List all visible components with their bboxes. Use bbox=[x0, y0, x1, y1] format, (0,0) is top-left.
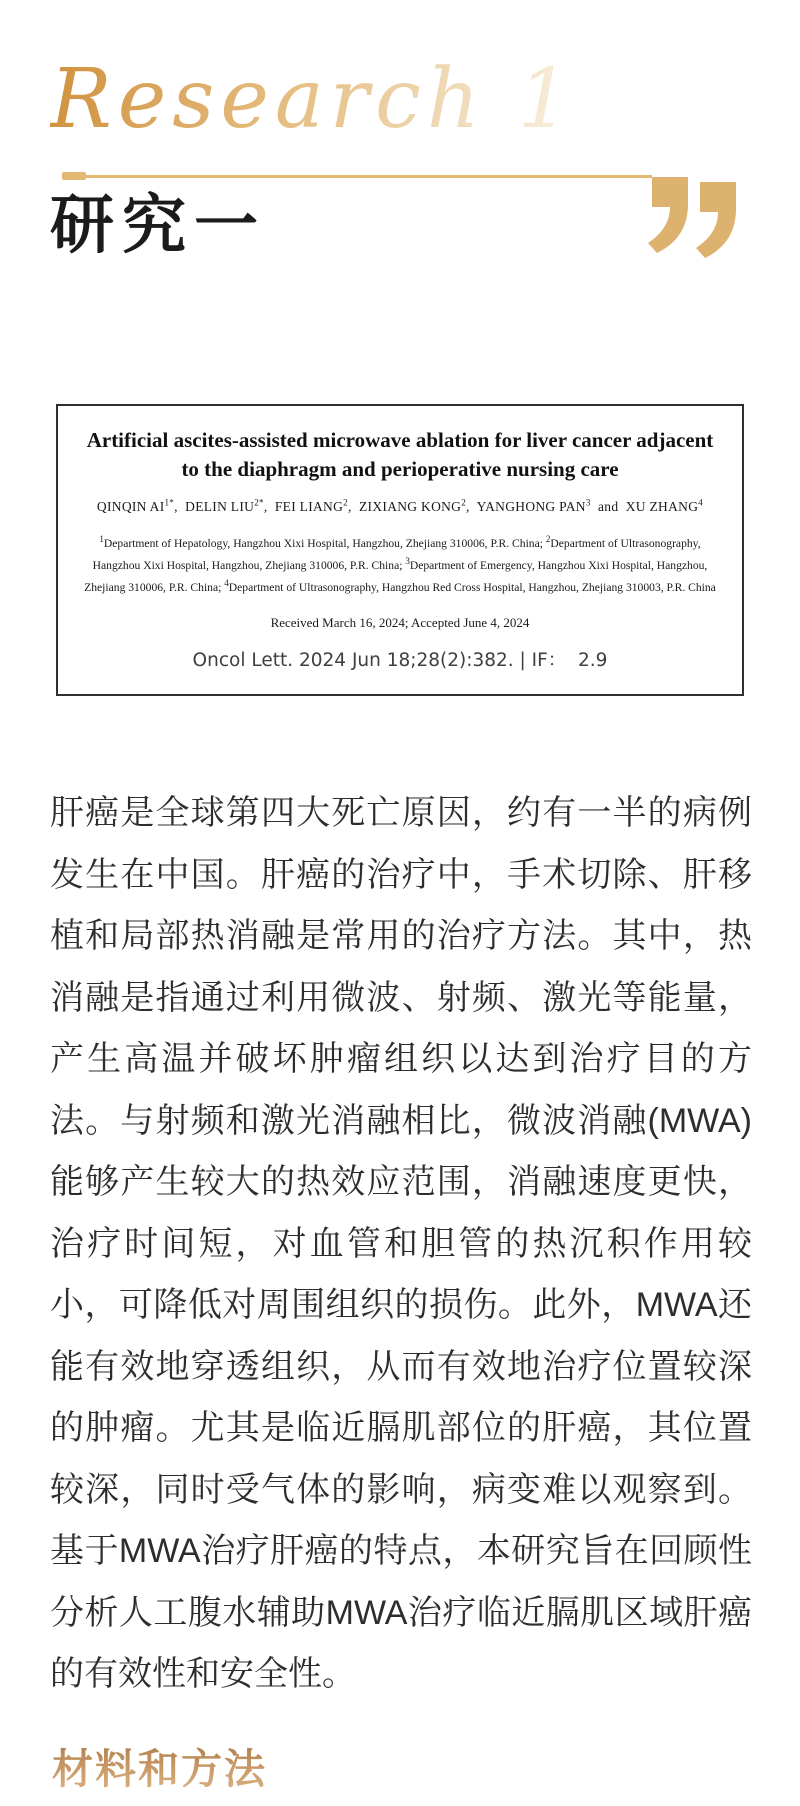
paper-title: Artificial ascites-assisted microwave ablation for liver cancer adjacent to the diaphragm and perioperative nursing care bbox=[86, 428, 714, 481]
journal-citation: Oncol Lett. 2024 Jun 18;28(2):382. | IF： 2.9 bbox=[192, 649, 608, 671]
script-title: Research 1 bbox=[50, 52, 576, 147]
paper-citation-box bbox=[56, 404, 744, 696]
quote-mark-icon bbox=[648, 177, 740, 259]
body-paragraph: 肝癌是全球第四大死亡原因，约有一半的病例发生在中国。肝癌的治疗中，手术切除、肝移植和局部热消融是常用的治疗方法。其中，热消融是指通过利用微波、射频、激光等能量，产生高温并破坏肿瘤组织以达到治疗目的方法。与射频和激光消融相比，微波消融(MWA)能够产生较大的热效应范围，消融速度更快，治疗时间短，对血管和胆管的热沉积作用较小，可降低对周围组织的损伤。此外，MWA还能有效地穿透组织，从而有效地治疗位置较深的肿瘤。尤其是临近膈肌部位的肝癌，其位置较深，同时受气体的影响，病变难以观察到。基于MWA治疗肝癌的特点，本研究旨在回顾性分析人工腹水辅助MWA治疗临近膈肌区域肝癌的有效性和安全性。 bbox=[50, 794, 752, 1693]
paper-received-accepted: Received March 16, 2024; Accepted June 4, 2024 bbox=[270, 614, 530, 630]
paper-affiliations: $^1$Department of Hepatology, Hangzhou Xixi Hospital, Hangzhou, Zhejiang 310006, P.R. China; $^2$Department of Ultrasonography, Hangzhou Xixi Hospital, Hangzhou, Zhejiang 310006, P.R. China; $^3$Department of Emergency, Hangzhou Xixi Hospital, Hangzhou, Zhejiang 310006, P.R. China; $^4$Department of Ultrasonography, Hangzhou Red Cross Hospital, Hangzhou, Zhejiang 310003, P.R. China bbox=[84, 534, 716, 594]
page-title: 研究一 bbox=[50, 190, 266, 261]
paper-authors: QINQIN $AI^{1*}$, DELIN $LIU^{2*}$, FEI LIANG$^2$, ZIXIANG KONG$^2$, YANGHONG PAN$^3$ and XU ZHANG$^4$ bbox=[96, 497, 704, 514]
section-title-materials-methods: 材料和方法 bbox=[52, 1736, 267, 1795]
